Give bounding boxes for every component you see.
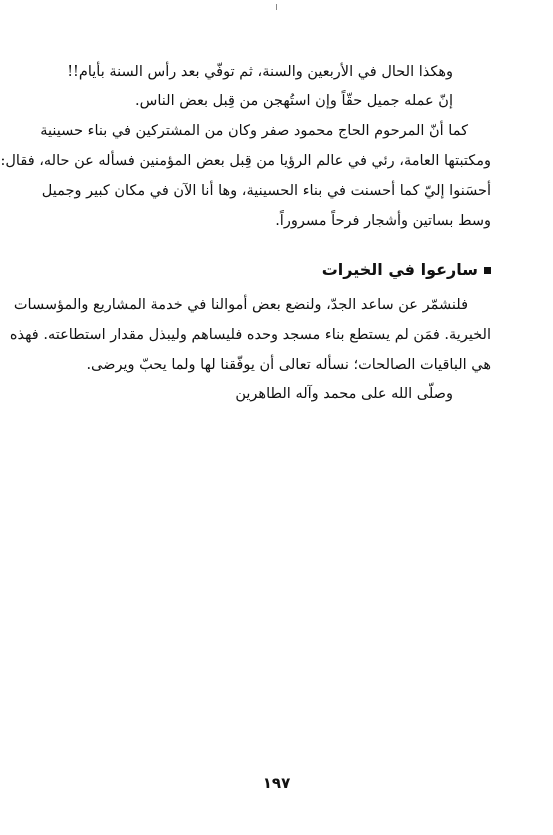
square-bullet-icon [484, 267, 491, 274]
text-line: وصلّى الله على محمد وآله الطاهرين [235, 386, 453, 402]
section-title: سارعوا في الخيرات [321, 260, 478, 279]
text-line: أحسَنوا إليّ كما أحسنت في بناء الحسينية، وها أنا الآن في مكان كبير وجميل [41, 183, 491, 199]
text-line: الخيرية. فمَن لم يستطع بناء مسجد وحده فليساهم وليبذل مقدار استطاعته. فهذه [9, 327, 491, 343]
top-crop-mark [276, 4, 277, 10]
section-heading [322, 256, 491, 284]
page-number: ١٩٧ [262, 774, 291, 792]
text-line: إنّ عمله جميل حقّاً وإن استُهجن من قِبل بعض الناس. [135, 93, 453, 109]
text-line: كما أنّ المرحوم الحاج محمود صفر وكان من المشتركين في بناء حسينية [40, 123, 468, 139]
text-line: وسط بساتين وأشجار فرحاً مسروراً. [275, 213, 491, 229]
text-line: فلنشمّر عن ساعد الجدّ، ولنضع بعض أموالنا في خدمة المشاريع والمؤسسات [13, 297, 468, 313]
text-line: هي الباقيات الصالحات؛ نسأله تعالى أن يوفّقنا لها ولما يحبّ ويرضى. [86, 357, 491, 373]
text-line: وهكذا الحال في الأربعين والسنة، ثم توفّي بعد رأس السنة بأيام!! [67, 64, 453, 80]
text-line: ومكتبتها العامة، رئي في عالم الرؤيا من قِبل بعض المؤمنين فسأله عن حاله، فقال: [0, 153, 491, 169]
